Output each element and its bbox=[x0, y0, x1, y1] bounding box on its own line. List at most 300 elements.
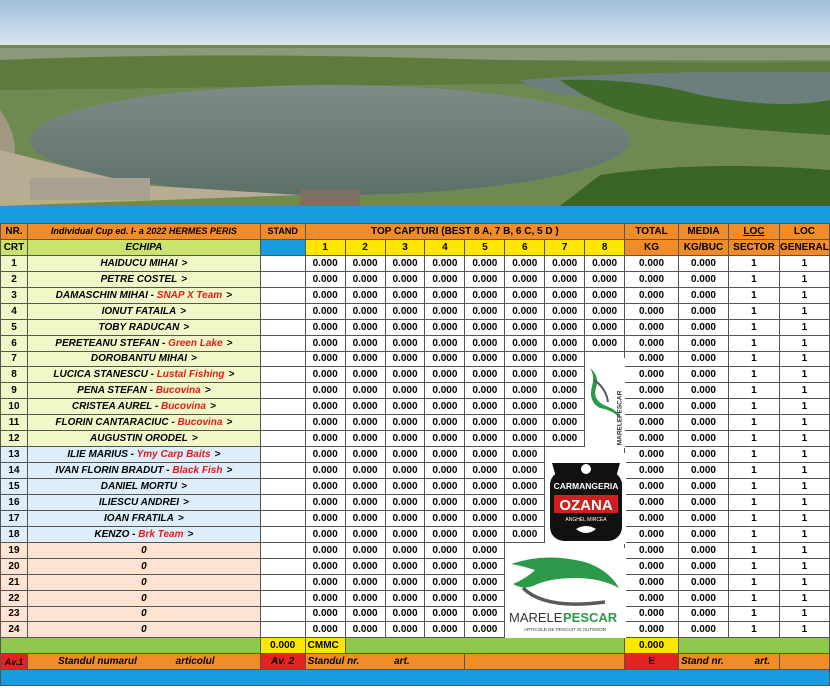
row-loc-sector: 1 bbox=[728, 510, 779, 526]
carmangeria-ozana-logo bbox=[546, 453, 626, 544]
table-row bbox=[1, 399, 830, 415]
footer-blank-end bbox=[779, 654, 829, 670]
row-stand bbox=[260, 287, 305, 303]
row-total-kg: 0.000 bbox=[625, 447, 679, 463]
row-arrow[interactable]: > bbox=[181, 273, 188, 285]
row-total-kg: 0.000 bbox=[625, 367, 679, 383]
header-general: GENERAL bbox=[779, 239, 829, 255]
competitor-name: 0 bbox=[141, 592, 147, 604]
catch-cell-1: 0.000 bbox=[305, 622, 345, 638]
catch-cell-3: 0.000 bbox=[385, 367, 425, 383]
row-nr: 8 bbox=[1, 367, 28, 383]
row-arrow[interactable]: > bbox=[187, 528, 194, 540]
row-total-kg: 0.000 bbox=[625, 574, 679, 590]
row-loc-general: 1 bbox=[779, 606, 829, 622]
row-nr: 18 bbox=[1, 526, 28, 542]
catch-cell-6: 0.000 bbox=[505, 463, 545, 479]
catch-cell-3: 0.000 bbox=[385, 303, 425, 319]
row-name bbox=[27, 542, 260, 558]
row-name bbox=[27, 574, 260, 590]
footer-art2-label: art. bbox=[754, 656, 771, 668]
catch-cell-5: 0.000 bbox=[465, 351, 505, 367]
row-arrow[interactable]: > bbox=[191, 433, 198, 445]
row-media: 0.000 bbox=[678, 590, 728, 606]
row-total-kg: 0.000 bbox=[625, 590, 679, 606]
row-media: 0.000 bbox=[678, 606, 728, 622]
row-stand bbox=[260, 367, 305, 383]
catch-cell-6: 0.000 bbox=[505, 431, 545, 447]
team-name: Black Fish bbox=[172, 465, 223, 477]
row-stand bbox=[260, 415, 305, 431]
catch-cell-1: 0.000 bbox=[305, 335, 345, 351]
row-nr: 9 bbox=[1, 383, 28, 399]
team-name: Brk Team bbox=[138, 528, 184, 540]
footer-blank-mid bbox=[345, 638, 624, 654]
catch-cell-2: 0.000 bbox=[345, 351, 385, 367]
row-total-kg: 0.000 bbox=[625, 431, 679, 447]
row-loc-general: 1 bbox=[779, 574, 829, 590]
team-name: Bucovina bbox=[177, 417, 223, 429]
row-total-kg: 0.000 bbox=[625, 335, 679, 351]
catch-cell-4: 0.000 bbox=[425, 510, 465, 526]
header-catch-2: 2 bbox=[345, 239, 385, 255]
row-arrow[interactable]: > bbox=[181, 480, 187, 492]
team-name: Lustal Fishing bbox=[156, 369, 225, 381]
catch-cell-1: 0.000 bbox=[305, 479, 345, 495]
row-arrow[interactable]: > bbox=[183, 496, 189, 508]
catch-cell-3: 0.000 bbox=[385, 415, 425, 431]
catch-cell-1: 0.000 bbox=[305, 415, 345, 431]
row-name bbox=[27, 606, 260, 622]
catch-cell-1: 0.000 bbox=[305, 590, 345, 606]
row-stand bbox=[260, 383, 305, 399]
row-media: 0.000 bbox=[678, 574, 728, 590]
row-stand bbox=[260, 542, 305, 558]
catch-cell-6: 0.000 bbox=[505, 287, 545, 303]
catch-cell-5: 0.000 bbox=[465, 415, 505, 431]
marele-pescar-logo-small bbox=[586, 358, 625, 448]
catch-cell-3: 0.000 bbox=[385, 542, 425, 558]
row-arrow[interactable]: > bbox=[209, 401, 216, 413]
row-loc-sector: 1 bbox=[728, 367, 779, 383]
footer-art-label: art. bbox=[394, 656, 410, 668]
catch-cell-5: 0.000 bbox=[465, 494, 505, 510]
row-stand bbox=[260, 303, 305, 319]
table-row bbox=[1, 463, 830, 479]
catch-cell-2: 0.000 bbox=[345, 526, 385, 542]
row-nr: 12 bbox=[1, 431, 28, 447]
catch-cell-6: 0.000 bbox=[505, 415, 545, 431]
row-name bbox=[27, 479, 260, 495]
catch-cell-1: 0.000 bbox=[305, 287, 345, 303]
row-arrow[interactable]: > bbox=[180, 305, 187, 317]
row-name bbox=[27, 463, 260, 479]
catch-cell-5: 0.000 bbox=[465, 542, 505, 558]
footer-blank-av bbox=[465, 654, 625, 670]
row-loc-sector: 1 bbox=[728, 526, 779, 542]
catch-cell-5: 0.000 bbox=[465, 319, 505, 335]
row-total-kg: 0.000 bbox=[625, 415, 679, 431]
catch-cell-4: 0.000 bbox=[425, 351, 465, 367]
catch-cell-2: 0.000 bbox=[345, 255, 385, 271]
catch-cell-1: 0.000 bbox=[305, 447, 345, 463]
catch-cell-5: 0.000 bbox=[465, 383, 505, 399]
row-loc-sector: 1 bbox=[728, 399, 779, 415]
footer-e: E bbox=[625, 654, 679, 670]
competitor-name: 0 bbox=[141, 624, 147, 636]
row-loc-general: 1 bbox=[779, 287, 829, 303]
catch-cell-3: 0.000 bbox=[385, 510, 425, 526]
catch-cell-6: 0.000 bbox=[505, 319, 545, 335]
competitor-name: DAMASCHIN MIHAI - bbox=[55, 289, 154, 301]
catch-cell-2: 0.000 bbox=[345, 542, 385, 558]
header-catch-5: 5 bbox=[465, 239, 505, 255]
header-stand: STAND bbox=[260, 224, 305, 240]
row-nr: 20 bbox=[1, 558, 28, 574]
footer-av1: Av.1 bbox=[1, 654, 28, 670]
row-loc-sector: 1 bbox=[728, 335, 779, 351]
catch-cell-3: 0.000 bbox=[385, 590, 425, 606]
catch-cell-5: 0.000 bbox=[465, 287, 505, 303]
catch-cell-4: 0.000 bbox=[425, 287, 465, 303]
row-loc-sector: 1 bbox=[728, 447, 779, 463]
catch-cell-1: 0.000 bbox=[305, 303, 345, 319]
row-media: 0.000 bbox=[678, 558, 728, 574]
row-media: 0.000 bbox=[678, 447, 728, 463]
catch-cell-5: 0.000 bbox=[465, 335, 505, 351]
competitor-name: PERETEANU STEFAN - bbox=[55, 337, 166, 349]
row-name bbox=[27, 558, 260, 574]
row-loc-general: 1 bbox=[779, 367, 829, 383]
header-catch-8: 8 bbox=[585, 239, 625, 255]
footer-row-total bbox=[1, 638, 830, 654]
catch-cell-7: 0.000 bbox=[545, 367, 585, 383]
catch-cell-3: 0.000 bbox=[385, 479, 425, 495]
row-media: 0.000 bbox=[678, 415, 728, 431]
catch-cell-8: 0.000 bbox=[585, 287, 625, 303]
row-nr: 14 bbox=[1, 463, 28, 479]
row-name bbox=[27, 526, 260, 542]
row-stand bbox=[260, 463, 305, 479]
row-name bbox=[27, 494, 260, 510]
header-catch-4: 4 bbox=[425, 239, 465, 255]
footer-av2: Av. 2 bbox=[260, 654, 305, 670]
footer-cmmc: CMMC bbox=[305, 638, 345, 654]
catch-cell-2: 0.000 bbox=[345, 622, 385, 638]
row-name bbox=[27, 383, 260, 399]
catch-cell-1: 0.000 bbox=[305, 399, 345, 415]
catch-cell-3: 0.000 bbox=[385, 606, 425, 622]
catch-cell-1: 0.000 bbox=[305, 494, 345, 510]
row-media: 0.000 bbox=[678, 399, 728, 415]
catch-cell-4: 0.000 bbox=[425, 479, 465, 495]
catch-cell-4: 0.000 bbox=[425, 367, 465, 383]
catch-cell-2: 0.000 bbox=[345, 383, 385, 399]
row-nr: 4 bbox=[1, 303, 28, 319]
catch-cell-5: 0.000 bbox=[465, 574, 505, 590]
catch-cell-7: 0.000 bbox=[545, 303, 585, 319]
row-media: 0.000 bbox=[678, 542, 728, 558]
row-media: 0.000 bbox=[678, 367, 728, 383]
row-stand bbox=[260, 479, 305, 495]
team-name: Ymy Carp Baits bbox=[136, 449, 211, 461]
catch-cell-2: 0.000 bbox=[345, 558, 385, 574]
header-row-1 bbox=[1, 224, 830, 240]
catch-cell-8: 0.000 bbox=[585, 335, 625, 351]
row-nr: 13 bbox=[1, 447, 28, 463]
row-total-kg: 0.000 bbox=[625, 287, 679, 303]
table-row bbox=[1, 622, 830, 638]
row-nr: 22 bbox=[1, 590, 28, 606]
catch-cell-1: 0.000 bbox=[305, 558, 345, 574]
row-name bbox=[27, 510, 260, 526]
catch-cell-2: 0.000 bbox=[345, 494, 385, 510]
catch-cell-3: 0.000 bbox=[385, 622, 425, 638]
row-name bbox=[27, 351, 260, 367]
header-catch-6: 6 bbox=[505, 239, 545, 255]
row-stand bbox=[260, 431, 305, 447]
row-stand bbox=[260, 319, 305, 335]
footer-stand-nr2-label: Stand nr. bbox=[680, 656, 724, 668]
row-nr: 3 bbox=[1, 287, 28, 303]
footer-row-av bbox=[1, 654, 830, 670]
catch-cell-2: 0.000 bbox=[345, 399, 385, 415]
catch-cell-3: 0.000 bbox=[385, 319, 425, 335]
competitor-name: 0 bbox=[141, 576, 147, 588]
table-row bbox=[1, 494, 830, 510]
row-arrow[interactable]: > bbox=[226, 465, 233, 477]
team-name: Green Lake bbox=[168, 337, 223, 349]
table-row bbox=[1, 255, 830, 271]
table-row bbox=[1, 447, 830, 463]
row-stand bbox=[260, 590, 305, 606]
footer-blue-bar bbox=[1, 670, 830, 686]
catch-cell-3: 0.000 bbox=[385, 526, 425, 542]
carmangeria-text: CARMANGERIA bbox=[553, 481, 619, 491]
row-stand bbox=[260, 494, 305, 510]
row-loc-sector: 1 bbox=[728, 383, 779, 399]
competitor-name: 0 bbox=[141, 560, 147, 572]
catch-cell-5: 0.000 bbox=[465, 255, 505, 271]
catch-cell-2: 0.000 bbox=[345, 287, 385, 303]
row-total-kg: 0.000 bbox=[625, 510, 679, 526]
catch-cell-6: 0.000 bbox=[505, 399, 545, 415]
row-arrow[interactable]: > bbox=[181, 257, 188, 269]
competitor-name: PENA STEFAN - bbox=[77, 385, 153, 397]
catch-cell-6: 0.000 bbox=[505, 510, 545, 526]
catch-cell-5: 0.000 bbox=[465, 479, 505, 495]
catch-cell-8: 0.000 bbox=[585, 255, 625, 271]
row-arrow[interactable]: > bbox=[190, 353, 197, 365]
row-media: 0.000 bbox=[678, 463, 728, 479]
catch-cell-4: 0.000 bbox=[425, 463, 465, 479]
row-media: 0.000 bbox=[678, 255, 728, 271]
pescar-text: PESCAR bbox=[563, 610, 618, 625]
team-name: Bucovina bbox=[160, 401, 206, 413]
table-row bbox=[1, 510, 830, 526]
competitor-name: FLORIN CANTARACIUC - bbox=[55, 417, 175, 429]
row-loc-general: 1 bbox=[779, 494, 829, 510]
row-media: 0.000 bbox=[678, 431, 728, 447]
header-nr: NR. bbox=[1, 224, 28, 240]
row-loc-general: 1 bbox=[779, 383, 829, 399]
row-name bbox=[27, 399, 260, 415]
competitor-name: AUGUSTIN ORODEL bbox=[90, 433, 188, 445]
catch-cell-4: 0.000 bbox=[425, 606, 465, 622]
catch-cell-3: 0.000 bbox=[385, 287, 425, 303]
catch-cell-4: 0.000 bbox=[425, 558, 465, 574]
row-media: 0.000 bbox=[678, 287, 728, 303]
catch-cell-2: 0.000 bbox=[345, 335, 385, 351]
catch-cell-5: 0.000 bbox=[465, 271, 505, 287]
footer-row-blue bbox=[1, 670, 830, 686]
catch-cell-3: 0.000 bbox=[385, 255, 425, 271]
results-table bbox=[0, 223, 830, 686]
row-loc-sector: 1 bbox=[728, 255, 779, 271]
row-nr: 7 bbox=[1, 351, 28, 367]
row-media: 0.000 bbox=[678, 526, 728, 542]
competitor-name: KENZO - bbox=[94, 528, 136, 540]
footer-standul-nr-label: Standul nr. bbox=[307, 656, 360, 668]
catch-cell-4: 0.000 bbox=[425, 574, 465, 590]
row-total-kg: 0.000 bbox=[625, 351, 679, 367]
row-loc-general: 1 bbox=[779, 463, 829, 479]
row-media: 0.000 bbox=[678, 383, 728, 399]
catch-cell-8: 0.000 bbox=[585, 303, 625, 319]
header-title: Individual Cup ed. I- a 2022 HERMES PERIS bbox=[27, 224, 260, 240]
catch-cell-7: 0.000 bbox=[545, 335, 585, 351]
row-arrow[interactable]: > bbox=[228, 369, 235, 381]
catch-cell-6: 0.000 bbox=[505, 526, 545, 542]
row-arrow[interactable]: > bbox=[177, 512, 184, 524]
competitor-name: ILIE MARIUS - bbox=[67, 449, 134, 461]
row-loc-general: 1 bbox=[779, 415, 829, 431]
footer-standul-numarul bbox=[27, 654, 260, 670]
competitor-name: DANIEL MORTU bbox=[100, 480, 178, 492]
catch-cell-3: 0.000 bbox=[385, 271, 425, 287]
team-name: Bucovina bbox=[155, 385, 201, 397]
row-total-kg: 0.000 bbox=[625, 255, 679, 271]
row-loc-sector: 1 bbox=[728, 622, 779, 638]
catch-cell-7: 0.000 bbox=[545, 255, 585, 271]
row-stand bbox=[260, 574, 305, 590]
results-rows bbox=[1, 255, 830, 638]
anghel-mircea-text: ANGHEL MIRCEA bbox=[565, 517, 607, 523]
catch-cell-7: 0.000 bbox=[545, 271, 585, 287]
table-row bbox=[1, 383, 830, 399]
catch-cell-6: 0.000 bbox=[505, 479, 545, 495]
row-arrow[interactable]: > bbox=[226, 337, 233, 349]
row-arrow[interactable]: > bbox=[226, 417, 233, 429]
catch-cell-1: 0.000 bbox=[305, 510, 345, 526]
row-name bbox=[27, 431, 260, 447]
row-loc-sector: 1 bbox=[728, 606, 779, 622]
catch-cell-4: 0.000 bbox=[425, 303, 465, 319]
catch-cell-1: 0.000 bbox=[305, 574, 345, 590]
catch-cell-6: 0.000 bbox=[505, 383, 545, 399]
row-stand bbox=[260, 510, 305, 526]
row-media: 0.000 bbox=[678, 510, 728, 526]
row-media: 0.000 bbox=[678, 494, 728, 510]
row-total-kg: 0.000 bbox=[625, 558, 679, 574]
row-arrow[interactable]: > bbox=[226, 289, 233, 301]
row-loc-general: 1 bbox=[779, 319, 829, 335]
catch-cell-7: 0.000 bbox=[545, 431, 585, 447]
catch-cell-3: 0.000 bbox=[385, 431, 425, 447]
row-loc-general: 1 bbox=[779, 447, 829, 463]
catch-cell-7: 0.000 bbox=[545, 415, 585, 431]
table-row bbox=[1, 590, 830, 606]
header-echipa: ECHIPA bbox=[27, 239, 260, 255]
competitor-name: IVAN FLORIN BRADUT - bbox=[55, 465, 170, 477]
header-loc-general: LOC bbox=[779, 224, 829, 240]
row-arrow[interactable]: > bbox=[204, 385, 211, 397]
catch-cell-4: 0.000 bbox=[425, 319, 465, 335]
catch-cell-2: 0.000 bbox=[345, 367, 385, 383]
row-name bbox=[27, 447, 260, 463]
row-nr: 10 bbox=[1, 399, 28, 415]
footer-blank-right bbox=[678, 638, 829, 654]
catch-cell-6: 0.000 bbox=[505, 351, 545, 367]
row-stand bbox=[260, 447, 305, 463]
row-stand bbox=[260, 335, 305, 351]
row-stand bbox=[260, 271, 305, 287]
catch-cell-2: 0.000 bbox=[345, 606, 385, 622]
catch-cell-6: 0.000 bbox=[505, 367, 545, 383]
catch-cell-2: 0.000 bbox=[345, 510, 385, 526]
competitor-name: CRISTEA AUREL - bbox=[71, 401, 159, 413]
row-loc-sector: 1 bbox=[728, 303, 779, 319]
row-stand bbox=[260, 558, 305, 574]
table-row bbox=[1, 351, 830, 367]
catch-cell-2: 0.000 bbox=[345, 303, 385, 319]
row-loc-general: 1 bbox=[779, 303, 829, 319]
row-loc-general: 1 bbox=[779, 431, 829, 447]
catch-cell-2: 0.000 bbox=[345, 574, 385, 590]
header-top-capturi: TOP CAPTURI (BEST 8 A, 7 B, 6 C, 5 D ) bbox=[305, 224, 624, 240]
row-arrow[interactable]: > bbox=[183, 321, 190, 333]
row-total-kg: 0.000 bbox=[625, 479, 679, 495]
catch-cell-5: 0.000 bbox=[465, 622, 505, 638]
row-media: 0.000 bbox=[678, 351, 728, 367]
catch-cell-2: 0.000 bbox=[345, 319, 385, 335]
row-loc-sector: 1 bbox=[728, 431, 779, 447]
header-loc-sector: LOC bbox=[728, 224, 779, 240]
catch-cell-1: 0.000 bbox=[305, 351, 345, 367]
catch-cell-5: 0.000 bbox=[465, 590, 505, 606]
marele-text: MARELE bbox=[509, 610, 563, 625]
table-row bbox=[1, 303, 830, 319]
catch-cell-4: 0.000 bbox=[425, 399, 465, 415]
catch-cell-1: 0.000 bbox=[305, 606, 345, 622]
catch-cell-7: 0.000 bbox=[545, 287, 585, 303]
row-arrow[interactable]: > bbox=[214, 449, 221, 461]
row-nr: 11 bbox=[1, 415, 28, 431]
row-loc-general: 1 bbox=[779, 255, 829, 271]
catch-cell-1: 0.000 bbox=[305, 271, 345, 287]
catch-cell-2: 0.000 bbox=[345, 479, 385, 495]
row-total-kg: 0.000 bbox=[625, 606, 679, 622]
row-nr: 15 bbox=[1, 479, 28, 495]
catch-cell-2: 0.000 bbox=[345, 447, 385, 463]
catch-cell-6: 0.000 bbox=[505, 494, 545, 510]
catch-cell-1: 0.000 bbox=[305, 542, 345, 558]
catch-cell-4: 0.000 bbox=[425, 622, 465, 638]
catch-cell-7: 0.000 bbox=[545, 383, 585, 399]
row-name bbox=[27, 303, 260, 319]
catch-cell-8: 0.000 bbox=[585, 319, 625, 335]
catch-cell-2: 0.000 bbox=[345, 271, 385, 287]
